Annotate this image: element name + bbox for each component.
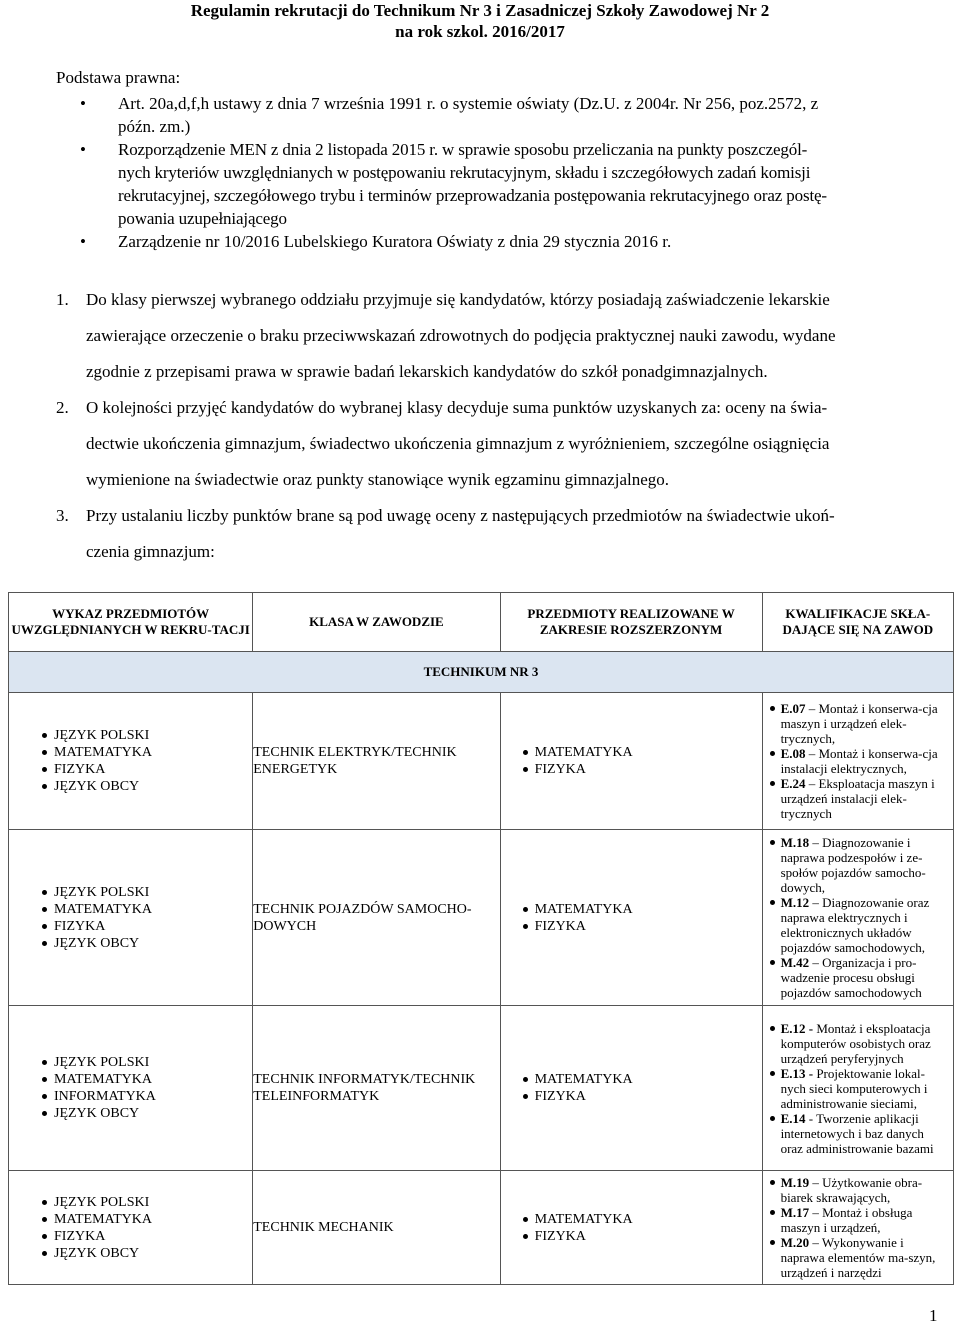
qualification-code: E.07 [780,701,806,716]
qualification-text: – Montaż i konserwa-cja instalacji elektrycznych, [780,746,938,776]
section-line: wymienione na świadectwie oraz punkty stanowiące wynik egzaminu gimnazjalnego. [86,470,670,489]
school-row [9,652,954,693]
qualifications-cell [762,693,953,830]
qualification-text: – Diagnozowanie oraz naprawa elektrycznych i elektronicznych układów pojazdów samochodowych, [780,895,930,955]
class-line: DOWYCH [253,918,317,934]
section-number: 2. [56,398,69,417]
bullet-icon: • [80,140,86,159]
class-line: TECHNIK ELEKTRYK/TECHNIK [253,745,457,760]
list-item: JĘZYK POLSKI [54,1054,252,1071]
list-item: INFORMATYKA [54,1088,252,1105]
subjects-table [8,592,954,1285]
legal-basis-item [80,92,940,138]
list-item: FIZYKA [54,918,252,935]
qualification-code: M.42 [780,955,810,970]
title-line-2: na rok szkol. 2016/2017 [395,22,565,41]
header-qualifications: KWALIFIKACJE SKŁA-DAJĄCE SIĘ NA ZAWOD [762,593,953,652]
class-line: ENERGETYK [253,762,338,777]
bullet-icon: • [80,94,86,113]
header-extended: PRZEDMIOTY REALIZOWANE W ZAKRESIE ROZSZERZONYM [500,593,762,652]
class-line: TECHNIK POJAZDÓW SAMOCHO- [253,901,472,917]
table-header-row [9,593,954,652]
qualification-text: - Tworzenie aplikacji internetowych i baz danych oraz administrowanie bazami [780,1110,934,1156]
class-cell [253,693,500,830]
page-number: 1 [929,1306,938,1325]
list-item: MATEMATYKA [535,1071,762,1088]
section-line: czenia gimnazjum: [86,542,215,561]
list-item: FIZYKA [54,761,252,778]
list-item: MATEMATYKA [535,1211,762,1228]
document-title [0,0,960,42]
qualification-item [781,955,949,1000]
rule-section-3 [56,498,941,570]
class-line: TELEINFORMATYK [253,1089,380,1104]
list-item: FIZYKA [535,1088,762,1105]
qualification-item [781,1066,949,1111]
list-item: JĘZYK OBCY [54,935,252,952]
qualification-item [781,746,949,776]
subjects-cell [9,1006,253,1171]
list-item: FIZYKA [54,1228,252,1245]
qualification-text: – Wykonywanie i naprawa elementów ma-szyn, urządzeń i narzędzi [780,1235,936,1280]
section-line: O kolejności przyjęć kandydatów do wybranej klasy decyduje suma punktów uzyskanych za: oceny na świa- [86,398,828,417]
qualification-code: E.08 [780,746,806,761]
list-item: FIZYKA [535,761,762,778]
qualification-code: M.12 [780,895,810,910]
list-item: FIZYKA [535,918,762,935]
basis-line: Art. 20a,d,f,h ustawy z dnia 7 września 1991 r. o systemie oświaty (Dz.U. z 2004r. Nr 256, poz.2572, z [118,94,819,113]
header-subjects: WYKAZ PRZEDMIOTÓW UWZGLĘDNIANYCH W REKRU-TACJI [9,593,253,652]
qualification-item [781,1175,949,1205]
extended-cell [500,693,762,830]
qualifications-cell [762,1006,953,1171]
qualification-code: M.18 [780,835,810,850]
qualification-text: – Organizacja i pro-wadzenie procesu obsługi pojazdów samochodowych [780,955,922,1000]
class-cell [253,830,500,1006]
basis-line: nych kryteriów uwzględnianych w postępowaniu rekrutacyjnym, składu i szczegółowych zadań komisji [118,163,811,182]
qualification-text: – Eksploatacja maszyn i urządzeń instalacji elek-trycznych [780,776,935,821]
qualification-code: E.12 - [780,1020,814,1036]
qualification-code: M.17 [780,1205,810,1220]
basis-line: Zarządzenie nr 10/2016 Lubelskiego Kuratora Oświaty z dnia 29 stycznia 2016 r. [118,232,672,251]
class-cell [253,1171,500,1285]
section-line: zgodnie z przepisami prawa w sprawie badań lekarskich kandydatów do szkół ponadgimnazjalnych. [86,362,768,381]
table-row [9,1006,954,1171]
table-row [9,1171,954,1285]
extended-cell [500,830,762,1006]
table-row [9,693,954,830]
school-name: TECHNIKUM NR 3 [9,652,954,693]
qualification-text: – Użytkowanie obra-biarek skrawających, [780,1175,923,1205]
qualification-item [781,776,949,821]
list-item: FIZYKA [535,1228,762,1245]
basis-line: rekrutacyjnej, szczegółowego trybu i terminów przeprowadzania postępowania rekrutacyjnego oraz postę- [118,186,827,205]
qualification-text: – Diagnozowanie i naprawa podzespołów i ze-społów pojazdów samocho-dowych, [780,835,926,895]
table-row [9,830,954,1006]
header-class: KLASA W ZAWODZIE [253,593,500,652]
list-item: JĘZYK OBCY [54,1245,252,1262]
qualification-text: – Montaż i obsługa maszyn i urządzeń, [780,1205,913,1235]
qualification-item [781,1205,949,1235]
section-number: 3. [56,506,69,525]
legal-basis-item [80,138,940,230]
section-number: 1. [56,290,69,309]
section-line: Do klasy pierwszej wybranego oddziału przyjmuje się kandydatów, którzy posiadają zaświadczenie lekarskie [86,290,830,309]
list-item: JĘZYK POLSKI [54,727,252,744]
rule-section-1 [56,282,941,390]
list-item: JĘZYK OBCY [54,1105,252,1122]
list-item: JĘZYK POLSKI [54,884,252,901]
qualification-item [781,1235,949,1280]
basis-line: Rozporządzenie MEN z dnia 2 listopada 2015 r. w sprawie sposobu przeliczania na punkty poszczegól- [118,140,808,159]
subjects-cell [9,693,253,830]
class-line: TECHNIK INFORMATYK/TECHNIK [253,1072,476,1087]
subjects-cell [9,1171,253,1285]
qualification-code: E.24 [780,776,806,791]
list-item: MATEMATYKA [54,744,252,761]
section-line: Przy ustalaniu liczby punktów brane są pod uwagę oceny z następujących przedmiotów na świadectwie ukoń- [86,506,835,525]
list-item: MATEMATYKA [54,1211,252,1228]
qualification-code: E.13 - [780,1065,814,1081]
title-line-1: Regulamin rekrutacji do Technikum Nr 3 i Zasadniczej Szkoły Zawodowej Nr 2 [190,1,770,20]
qualification-item [781,895,949,955]
basis-line: późn. zm.) [118,117,191,136]
legal-basis-list [80,92,940,253]
basis-line: powania uzupełniającego [118,209,287,228]
qualifications-cell [762,830,953,1006]
qualification-text: – Montaż i konserwa-cja maszyn i urządzeń elek-trycznych, [780,701,938,746]
list-item: MATEMATYKA [535,901,762,918]
rule-section-2 [56,390,941,498]
qualification-item [781,701,949,746]
class-cell [253,1006,500,1171]
subjects-cell [9,830,253,1006]
legal-basis-item [80,230,940,253]
qualification-code: E.14 [780,1110,806,1126]
list-item: JĘZYK POLSKI [54,1194,252,1211]
class-line: TECHNIK MECHANIK [253,1220,394,1235]
qualifications-cell [762,1171,953,1285]
qualification-code: M.20 [780,1235,810,1250]
bullet-icon: • [80,232,86,251]
qualification-code: M.19 [780,1175,810,1190]
list-item: JĘZYK OBCY [54,778,252,795]
section-line: dectwie ukończenia gimnazjum, świadectwo ukończenia gimnazjum z wyróżnieniem, szczególne osiągnięcia [86,434,830,453]
section-line: zawierające orzeczenie o braku przeciwwskazań zdrowotnych do podjęcia praktycznej nauki zawodu, wydane [86,326,836,345]
list-item: MATEMATYKA [535,744,762,761]
list-item: MATEMATYKA [54,1071,252,1088]
qualification-item [781,1111,949,1156]
qualification-item [781,1021,949,1066]
qualification-text: Montaż i eksploatacja komputerów osobistych oraz urządzeń peryferyjnych [780,1020,931,1066]
extended-cell [500,1171,762,1285]
qualification-item [781,835,949,895]
legal-basis-heading: Podstawa prawna: [56,68,181,87]
list-item: MATEMATYKA [54,901,252,918]
qualification-text: Projektowanie lokal-nych sieci komputerowych i administrowanie sieciami, [780,1065,928,1111]
extended-cell [500,1006,762,1171]
